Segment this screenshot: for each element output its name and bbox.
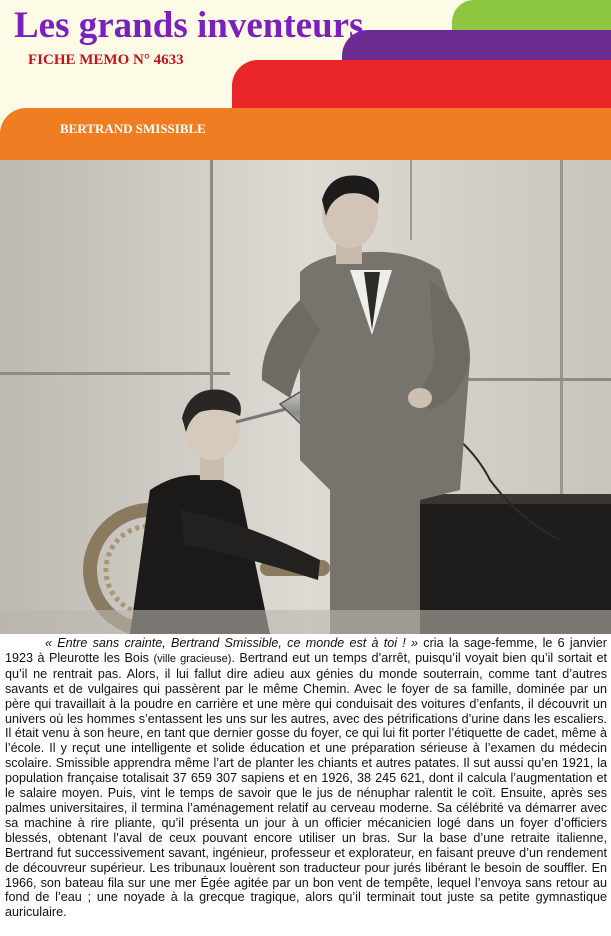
- article-text-part-2: . Bertrand eut un temps d’arrêt, puisqu’il voyait bien qu’il sortait et qu’il ne rentrait pas. Alors, il lui fallut dire adieu aux génies du monde souterrain, comme tant d’autres savants et de vulgaires qui passèrent par le même Chemin. Avec le foyer de sa famille, dominée par un père qui travaillait à la poudre en carrière et une mère qui conduisait des voitures d’enfants, il découvrit un univers où les hommes s’entassent les uns sur les autres, avec des pétrifications d’urine dans les escaliers. Il était venu à son heure, en tant que dernier gosse du foyer, ce qui lui fit porter l’étiquette de cadet, même à l’école. Il y reçut une intelligente et solide éducation et une préparation sérieuse à l’examen du médecin scolaire. Smissible apprendra même l’art de planter les chiants et autres patates. Il sut aussi qu’en 1921, la population française totalisait 37 659 307 sapiens et en 1926, 38 245 621, dont il calcula l’augmentation et le salaire moyen. Puis, vint le temps de savoir que le jus de nénuphar ralentit le coït. Ensuite, après ses palmes universitaires, il termina l’aménagement relatif au cerveau moderne. Sa célébrité va démarrer avec sa machine à rire pliante, qu’il présenta un jour à un officier mécanicien logé dans un foyer d’officiers blessés, obtenant l’aval de ceux pouvant encore utiliser un bras. Sur la base d’une retraite italienne, Bertrand fut successivement savant, ingénieur, professeur et explorateur, en faisant preuve d’un rendement de découvreur supérieur. Les tribunaux louèrent son traducteur pour jurés libérant le besoin de souffler. En 1966, son bateau fila sur une mer Égée agitée par un bon vent de tempête, lequel l’envoya sans retour au fond de l’eau ; une noyade à la grecque tragique, alors qu’il terminait tout juste sa petite gymnastique auriculaire.: [5, 650, 607, 920]
- memo-number: FICHE MEMO N° 4633: [28, 52, 184, 68]
- historical-photo: [0, 160, 611, 634]
- opening-quote: « Entre sans crainte, Bertrand Smissible, ce monde est à toi ! »: [45, 636, 419, 650]
- page-title: Les grands inventeurs: [14, 5, 364, 46]
- biography-text: [5, 636, 607, 920]
- article-text-part-1: cria la sage-femme, le 6 janvier 1923 à Pleurotte les Bois: [5, 636, 607, 665]
- inventor-name: BERTRAND SMISSIBLE: [60, 121, 206, 136]
- photo-illustration: [0, 160, 611, 634]
- town-aside: (ville gracieuse): [153, 652, 232, 665]
- header-banner: [0, 0, 611, 160]
